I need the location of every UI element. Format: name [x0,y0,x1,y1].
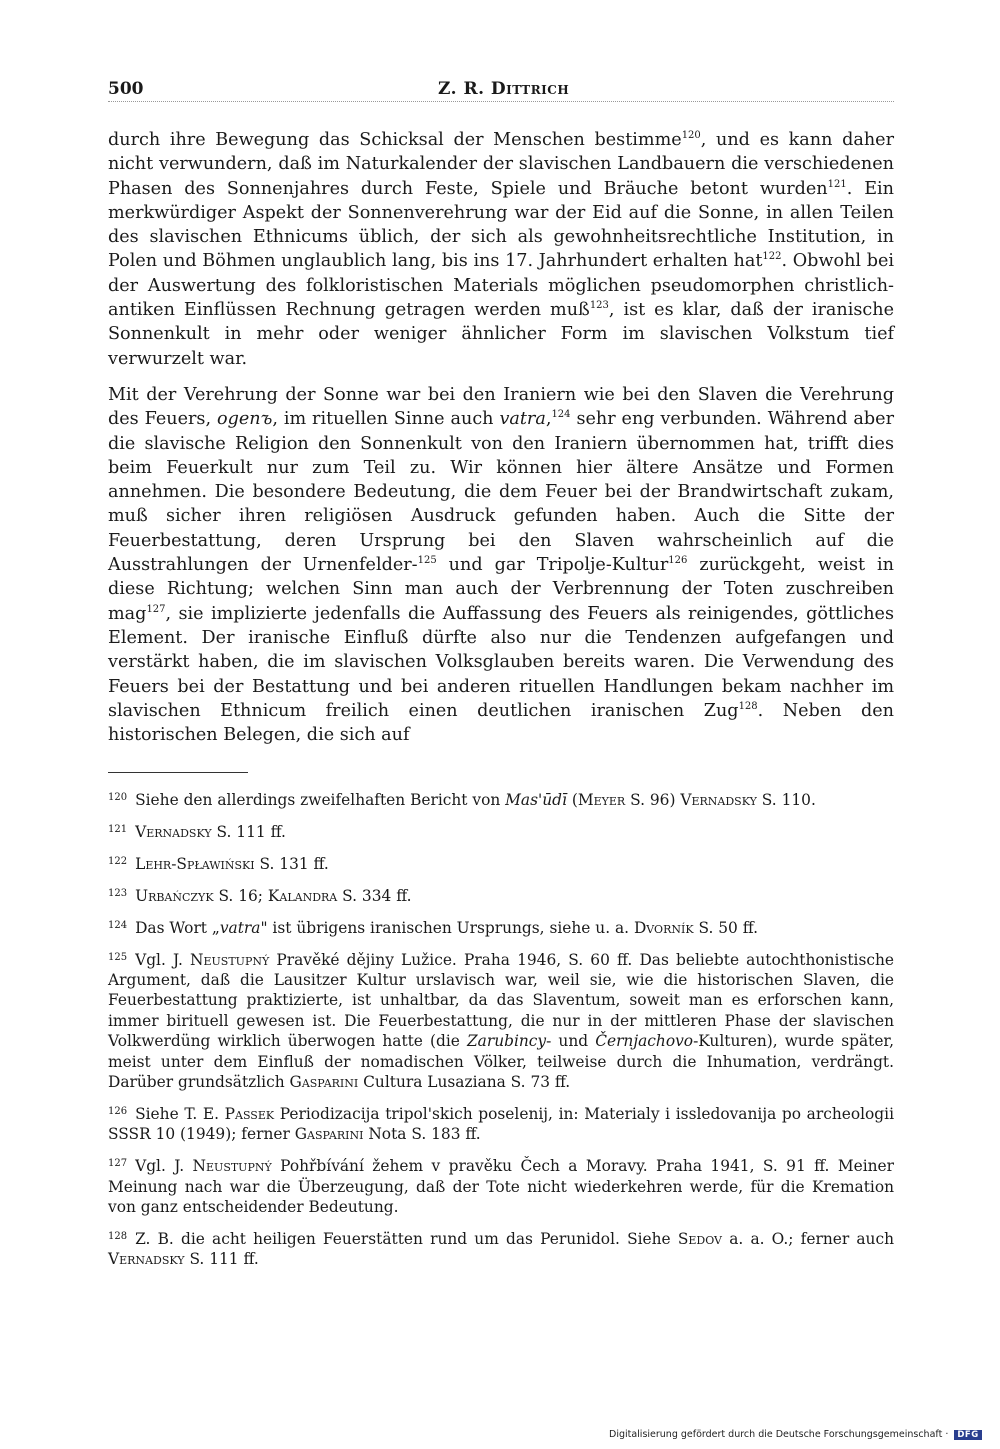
page-number: 500 [108,79,144,99]
paragraph-2: Mit der Verehrung der Sonne war bei den Iraniern wie bei den Slaven die Verehrung des Feuers, ogenъ, im rituellen Sinne auch vatra,$^{124}$ sehr eng verbunden. Während aber die slavische Religion den Sonnenkult von den Iraniern übernommen hat, trifft dies beim Feuerkult nur zum Teil zu. Wir können hier ältere Ansätze und Formen annehmen. Die besondere Bedeutung, die dem Feuer bei der Brandwirtschaft zukam, muß sicher ihren religiösen Ausdruck gefunden haben. Auch die Sitte der Feuerbestattung, deren Ursprung bei den Slaven wahrscheinlich auf die Ausstrahlungen der Urnenfelder-$^{125}$ und gar Tripolje-Kultur$^{126}$ zurückgeht, weist in diese Richtung; welchen Sinn man auch der Verbrennung der Toten zuschreiben mag$^{127}$, sie implizierte jedenfalls die Auffassung des Feuers als reinigendes, göttliches Element. Der iranische Einfluß dürfte also nur die Tendenzen aufgefangen und verstärkt haben, die im slavischen Volksglauben bereits waren. Die Verwendung des Feuers bei der Bestattung und bei anderen rituellen Handlungen bekam nachher im slavischen Ethnicum freilich einen deutlichen iranischen Zug$^{128}$. Neben den historischen Belegen, die sich auf [108,384,894,746]
footnote-126: $^{126}$ Siehe T. E. Passek Periodizacija tripol'skich poselenij, in: Materialy i issledovanija po archeologii SSSR 10 (1949); ferner Gasparini Nota S. 183 ff. [108,1104,894,1144]
footnote-ref-124[interactable]: 124 [551,409,571,421]
footnote-127: $^{127}$ Vgl. J. Neustupný Pohřbívání žehem v pravěku Čech a Moravy. Praha 1941, S. 91 ff. Meiner Meinung nach war die Überzeugung, daß der Tote nicht wiederkehren werde, für die Kremation von ganz entscheidender Bedeutung. [108,1157,894,1216]
credit-text: Digitalisierung gefördert durch die Deutsche Forschungsgemeinschaft [609,1429,943,1440]
footnote-ref-126[interactable]: 126 [668,555,688,567]
footnote-128: $^{128}$ Z. B. die acht heiligen Feuerstätten rund um das Perunidol. Siehe Sedov a. a. O.; ferner auch Vernadsky S. 111 ff. [108,1229,894,1269]
footnote-ref-123[interactable]: 123 [589,300,609,312]
paragraph-1: durch ihre Bewegung das Schicksal der Menschen bestimme$^{120}$, und es kann daher nicht verwundern, daß im Naturkalender der slavischen Landbauern die verschiedenen Phasen des Sonnenjahres durch Feste, Spiele und Bräuche betont wurden$^{121}$. Ein merkwürdiger Aspekt der Sonnenverehrung war der Eid auf die Sonne, in allen Teilen des slavischen Ethnicums üblich, der sich als gewohnheitsrechtliche Institution, in Polen und Böhmen unglaublich lang, bis ins 17. Jahrhundert erhalten hat$^{122}$. Obwohl bei der Auswertung des folkloristischen Materials möglichen pseudomorphen christlich-antiken Einflüssen Rechnung getragen werden muß$^{123}$, ist es klar, daß der iranische Sonnenkult in mehr oder weniger ähnlicher Form im slavischen Volkstum tief verwurzelt war. [108,130,894,369]
footnotes [108,788,894,1279]
header-rule [108,101,894,102]
footnote-122: $^{122}$ Lehr-Spławiński S. 131 ff. [108,854,329,873]
running-head: Z. R. Dittrich [438,79,570,99]
term-ogen: ogenъ [216,409,273,430]
footnote-ref-120[interactable]: 120 [681,130,701,141]
footnote-ref-121[interactable]: 121 [827,178,847,190]
footnote-ref-125[interactable]: 125 [417,555,437,567]
footnote-ref-127[interactable]: 127 [146,603,166,615]
dfg-logo-icon: DFG [954,1430,981,1440]
footnote-124: $^{124}$ Das Wort „vatra" ist übrigens iranischen Ursprungs, siehe u. a. Dvorník S. 50 ff. [108,918,758,937]
footnote-ref-122[interactable]: 122 [762,251,782,263]
digitization-credit: Digitalisierung gefördert durch die Deutsche Forschungsgemeinschaft · DFG [609,1429,982,1440]
footnote-120: $^{120}$ Siehe den allerdings zweifelhaften Bericht von Mas'ūdī (Meyer S. 96) Vernadsky S. 110. [108,791,816,809]
footnote-123: $^{123}$ Urbańczyk S. 16; Kalandra S. 334 ff. [108,886,412,905]
footnote-125: $^{125}$ Vgl. J. Neustupný Pravěké dějiny Lužice. Praha 1946, S. 60 ff. Das beliebte autochthonistische Argument, daß die Lausitzer Kultur urslavisch war, weil sie, wie die historischen Slaven, die Feuerbestattung praktizierte, ist unhaltbar, da das Slaventum, soweit man es erforschen kann, immer birituell gewesen ist. Die Feuerbestattung, die nur in der mittleren Phase der slavischen Volkwerdüng wirklich überwogen hatte (die Zarubincy- und Černjachovo-Kulturen), wurde später, meist unter dem Einfluß der nomadischen Völker, teilweise durch die Inhumation, verdrängt. Darüber grundsätzlich Gasparini Cultura Lusaziana S. 73 ff. [108,950,894,1091]
footnote-rule [108,772,248,773]
footnote-121: $^{121}$ Vernadsky S. 111 ff. [108,822,286,841]
body-text [108,128,894,747]
footnote-ref-128[interactable]: 128 [738,700,758,712]
page-header [108,78,894,100]
term-vatra: vatra [499,409,546,430]
